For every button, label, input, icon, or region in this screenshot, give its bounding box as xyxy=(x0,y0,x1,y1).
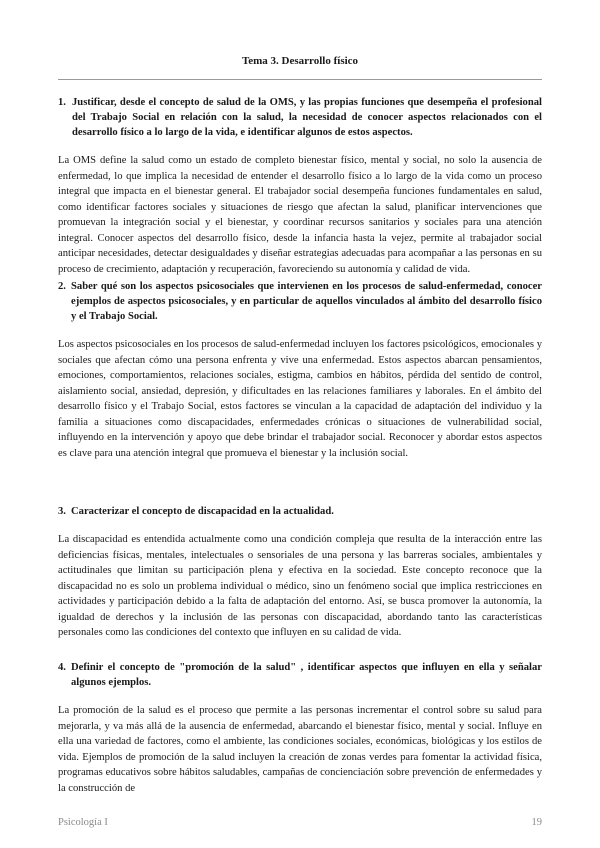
section-4 xyxy=(58,660,542,796)
section-heading xyxy=(58,279,542,324)
section-heading xyxy=(58,660,542,690)
section-2 xyxy=(58,279,542,461)
footer-course-name: Psicología I xyxy=(58,817,108,828)
section-body: Los aspectos psicosociales en los procesos de salud-enfermedad incluyen los factores psicológicos, emocionales y sociales que afectan cómo una persona enfrenta y vive una enfermedad. Estos aspectos abarcan pensamientos, emociones, comportamientos, relaciones sociales, estigma, cambios en hábitos, pérdida del sentido de control, aislamiento social, ansiedad, depresión, y dificultades en las relaciones familiares y laborales. En el ámbito del desarrollo físico y el Trabajo Social, estos factores se vinculan a la capacidad de adaptación del individuo y la familia a situaciones como discapacidades, enfermedades crónicas o situaciones de vulnerabilidad social, influyendo en la intervención y apoyo que debe brindar el trabajador social. Reconocer y abordar estos aspectos es clave para una atención integral que promueva el bienestar y la inclusión social. xyxy=(58,339,542,459)
section-heading xyxy=(58,95,542,140)
section-number: 3. xyxy=(58,506,66,517)
section-heading-text: Caracterizar el concepto de discapacidad en la actualidad. xyxy=(71,506,334,517)
section-number: 2. xyxy=(58,281,66,292)
section-heading-text: Justificar, desde el concepto de salud de la OMS, y las propias funciones que desempeña el profesional del Trabajo Social en relación con la salud, la necesidad de conocer aspectos relacionados con el desarrollo físico a lo largo de la vida, e identificar algunos de estos aspectos. xyxy=(72,97,542,138)
section-heading xyxy=(58,504,542,519)
section-body: La promoción de la salud es el proceso que permite a las personas incrementar el control sobre su salud para mejorarla, y va más allá de la ausencia de enfermedad, abarcando el bienestar físico, mental y social. Influye en ella una variedad de factores, como el ambiente, las condiciones sociales, económicas, biológicas y los estilos de vida. Ejemplos de promoción de la salud incluyen la creación de zonas verdes para fomentar la actividad física, programas educativos sobre hábitos saludables, campañas de concienciación sobre prevención de enfermedades y la construcción de xyxy=(58,705,542,794)
section-heading-text: Saber qué son los aspectos psicosociales que intervienen en los procesos de salud-enfermedad, conocer ejemplos de aspectos psicosociales, y en particular de aquellos vinculados al ámbito del desarrollo físico y el Trabajo Social. xyxy=(71,281,542,322)
footer-page-number: 19 xyxy=(531,817,542,828)
section-number: 1. xyxy=(58,97,66,108)
section-1 xyxy=(58,95,542,277)
section-body: La OMS define la salud como un estado de completo bienestar físico, mental y social, no solo la ausencia de enfermedad, lo que implica la necesidad de entender el desarrollo físico a lo largo de la vida como un proceso integral que impacta en el bienestar general. El trabajador social desempeña funciones fundamentales en salud, como identificar factores sociales y situaciones de riesgo que afectan la salud, planificar intervenciones que promuevan la integración social y el bienestar, y coordinar recursos sanitarios y sociales para una atención integral. Conocer aspectos del desarrollo físico, desde la infancia hasta la vejez, permite al trabajador social anticipar necesidades, detectar desigualdades y diseñar estrategias adecuadas para acompañar a las personas en su proceso de crecimiento, adaptación y recuperación, favoreciendo su autonomía y calidad de vida. xyxy=(58,155,542,275)
header-divider xyxy=(58,79,542,80)
page-title: Tema 3. Desarrollo físico xyxy=(241,55,359,67)
section-body: La discapacidad es entendida actualmente como una condición compleja que resulta de la interacción entre las deficiencias físicas, mentales, intelectuales o sensoriales de una persona y las barreras sociales, ambientales y actitudinales que limitan su participación plena y efectiva en la sociedad. Este concepto reconoce que la discapacidad no es solo un problema individual o médico, sino un fenómeno social que implica restricciones en actividades y participación debido a la falta de adaptación del entorno. Así, se busca promover la autonomía, la igualdad de derechos y la inclusión de las personas con discapacidad, abordando tanto las características personales como las condiciones del contexto que influyen en su calidad de vida. xyxy=(58,534,542,638)
section-number: 4. xyxy=(58,662,66,673)
section-heading-text: Definir el concepto de "promoción de la salud" , identificar aspectos que influyen en ella y señalar algunos ejemplos. xyxy=(71,662,542,688)
section-3 xyxy=(58,504,542,641)
